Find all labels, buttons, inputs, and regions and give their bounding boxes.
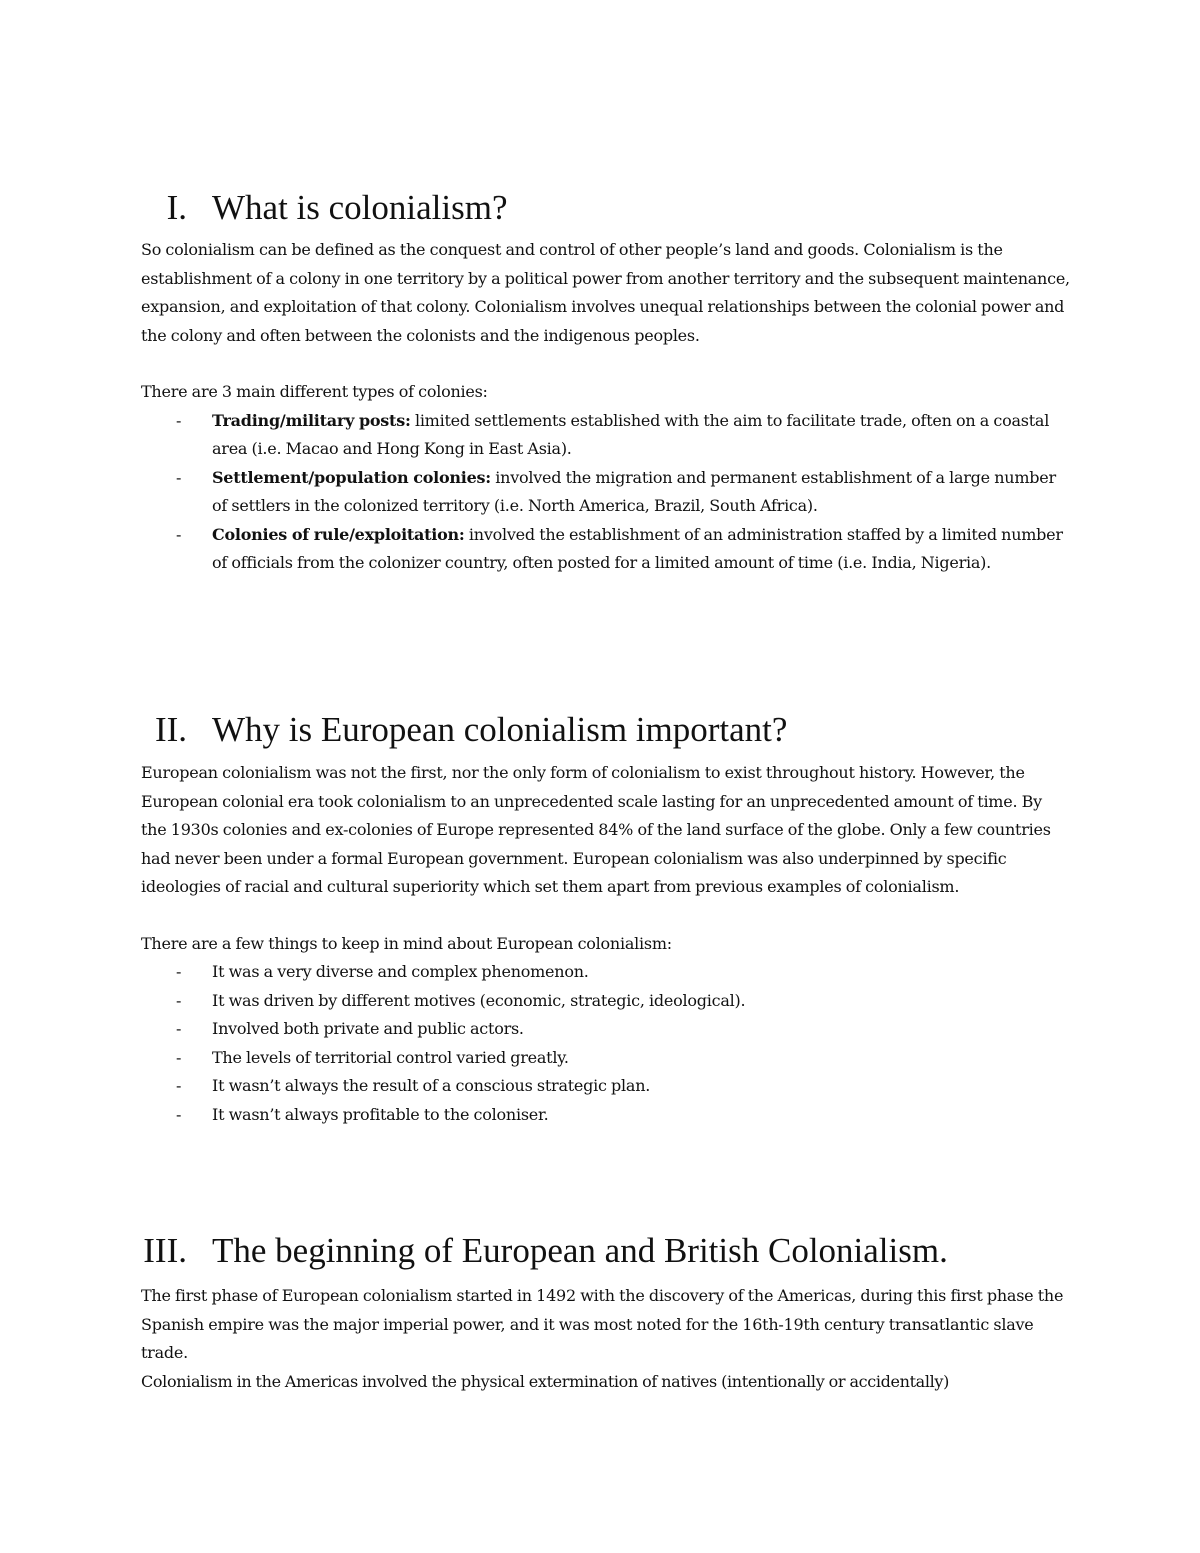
spacer — [141, 902, 1071, 930]
section-3-heading — [141, 1229, 1071, 1273]
list-item-text: It wasn’t always the result of a conscious strategic plan. — [212, 1076, 651, 1095]
list-dash: - — [176, 410, 182, 430]
list-item — [141, 407, 1071, 464]
section-1 — [141, 186, 1071, 578]
section-2-list — [141, 958, 1071, 1129]
section-2-list-intro: There are a few things to keep in mind about European colonialism: — [141, 933, 672, 953]
section-2-title: Why is European colonialism important? — [212, 710, 788, 749]
list-dash: - — [176, 524, 182, 544]
list-item — [141, 1101, 1071, 1130]
section-2-heading — [141, 708, 1071, 752]
list-item-term: Settlement/population colonies: — [212, 467, 491, 487]
section-1-paragraph: So colonialism can be defined as the conquest and control of other people’s land and goods. Colonialism is the establishment of a colony in one territory by a political power from another territory and the subsequent maintenance, expansion, and exploitation of that colony. Colonialism involves unequal relationships between the colonial power and the colony and often between the colonists and the indigenous peoples. — [141, 240, 1070, 345]
list-item — [141, 1044, 1071, 1073]
list-dash: - — [176, 1104, 182, 1124]
section-1-title: What is colonialism? — [212, 188, 508, 227]
list-dash: - — [176, 990, 182, 1010]
section-2 — [141, 708, 1071, 1129]
section-3 — [141, 1229, 1071, 1396]
list-item — [141, 1072, 1071, 1101]
section-2-paragraph: European colonialism was not the first, nor the only form of colonialism to exist throughout history. However, the European colonial era took colonialism to an unprecedented scale lasting for an unprecedented amount of time. By the 1930s colonies and ex-colonies of Europe represented 84% of the land surface of the globe. Only a few countries had never been under a formal European government. European colonialism was also underpinned by specific ideologies of racial and cultural superiority which set them apart from previous examples of colonialism. — [141, 763, 1051, 896]
section-3-paragraph-line: Colonialism in the Americas involved the physical extermination of natives (intentionally or accidentally) — [141, 1371, 949, 1391]
list-item-text: The levels of territorial control varied greatly. — [212, 1047, 569, 1067]
list-dash: - — [176, 1047, 182, 1067]
list-item-text: limited settlements established with the aim to facilitate trade, often on a coastal area (i.e. Macao and Hong Kong in East Asia). — [212, 410, 1050, 458]
section-1-heading — [141, 186, 1071, 230]
list-item-text: It wasn’t always profitable to the coloniser. — [212, 1104, 549, 1124]
list-item — [141, 464, 1071, 521]
section-3-paragraph: The first phase of European colonialism started in 1492 with the discovery of the Americas, during this first phase the Spanish empire was the major imperial power, and it was most noted for the 16th-19th century transatlantic slave trade. — [141, 1286, 1064, 1362]
list-item-text: It was driven by different motives (economic, strategic, ideological). — [212, 990, 746, 1010]
list-dash: - — [176, 962, 182, 981]
section-3-number: III. — [143, 1231, 187, 1270]
list-item — [141, 1015, 1071, 1044]
spacer — [141, 350, 1071, 378]
list-dash: - — [176, 467, 182, 487]
list-item-text: involved the migration and permanent establishment of a large number of settlers in the colonized territory (i.e. North America, Brazil, South Africa). — [212, 467, 1056, 515]
section-2-number: II. — [154, 710, 187, 749]
list-item-term: Colonies of rule/exploitation: — [212, 524, 465, 544]
list-item-term: Trading/military posts: — [212, 410, 411, 430]
list-dash: - — [176, 1076, 182, 1095]
list-item-text: involved the establishment of an administration staffed by a limited number of officials from the colonizer country, often posted for a limited amount of time (i.e. India, Nigeria). — [212, 524, 1063, 572]
section-1-list — [141, 407, 1071, 578]
list-item-text: Involved both private and public actors. — [212, 1019, 524, 1038]
list-item — [141, 521, 1071, 578]
list-item — [141, 987, 1071, 1016]
section-1-number: I. — [166, 188, 187, 227]
section-1-list-intro: There are 3 main different types of colonies: — [141, 382, 488, 401]
list-item — [141, 958, 1071, 987]
list-item-text: It was a very diverse and complex phenomenon. — [212, 962, 589, 981]
list-dash: - — [176, 1019, 182, 1038]
section-3-title: The beginning of European and British Colonialism. — [212, 1231, 948, 1270]
